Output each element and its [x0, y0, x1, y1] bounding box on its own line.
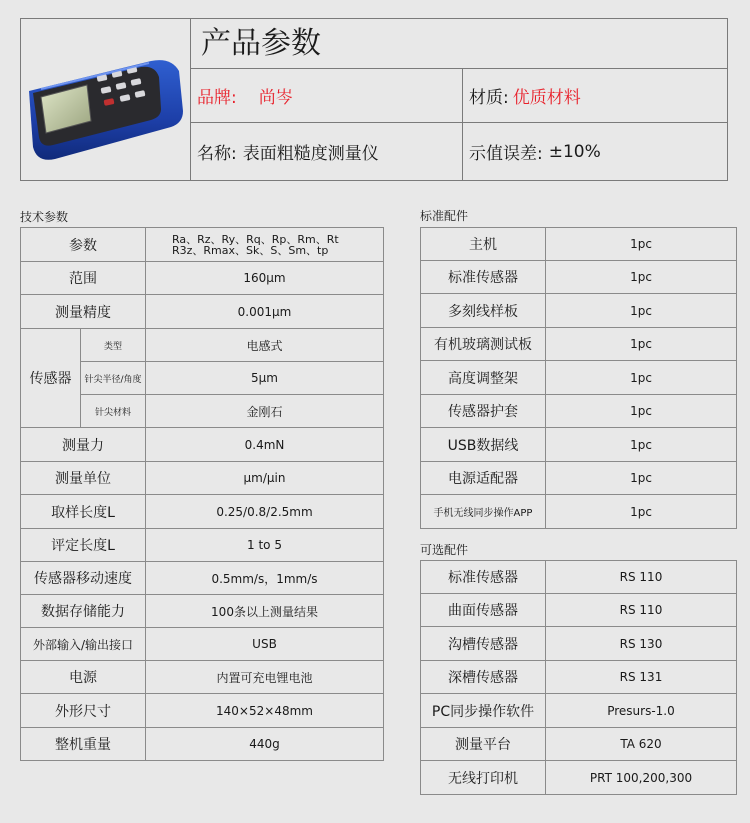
table-row [21, 628, 384, 661]
row-label: 高度调整架 [421, 361, 546, 395]
table-row [421, 561, 737, 594]
row-value: 0.25/0.8/2.5mm [146, 495, 384, 529]
row-label: 电源适配器 [421, 462, 546, 495]
table-row [421, 694, 737, 728]
row-value: 1pc [546, 261, 737, 294]
row-label: 传感器护套 [421, 395, 546, 428]
name-value: 表面粗糙度测量仪 [242, 144, 379, 164]
row-value: 0.001μm [146, 295, 384, 329]
row-label: 标准传感器 [421, 261, 546, 294]
row-label: 整机重量 [21, 728, 146, 761]
table-row [421, 594, 737, 627]
param-label: 参数 [21, 228, 146, 262]
row-value: Presurs-1.0 [546, 694, 737, 728]
row-label: USB数据线 [421, 428, 546, 462]
table-row [421, 462, 737, 495]
row-value: 1 to 5 [146, 529, 384, 562]
error-label: 示值误差: [469, 144, 543, 164]
row-value: 内置可充电锂电池 [146, 661, 384, 694]
row-value: 140×52×48mm [146, 694, 384, 728]
tech-params-title: 技术参数 [20, 210, 69, 224]
table-row [21, 262, 384, 295]
table-row [21, 661, 384, 694]
table-row [21, 495, 384, 529]
sensor-label: 传感器 [21, 329, 81, 428]
row-label: 测量平台 [421, 728, 546, 761]
error-cell [463, 123, 727, 180]
table-row [421, 228, 737, 261]
table-row [421, 328, 737, 361]
brand-value: 尚岑 [258, 88, 293, 108]
table-row [21, 295, 384, 329]
row-label: 手机无线同步操作APP [421, 495, 546, 529]
optional-title: 可选配件 [420, 543, 469, 557]
row-value: 440g [146, 728, 384, 761]
material-label: 材质: [469, 88, 509, 108]
error-value: ±10% [548, 141, 601, 162]
optional-table [420, 560, 737, 795]
row-value: 0.5mm/s，1mm/s [146, 562, 384, 595]
row-value: μm/μin [146, 462, 384, 495]
table-row [21, 462, 384, 495]
row-value: RS 110 [546, 561, 737, 594]
row-value: 1pc [546, 294, 737, 328]
row-label: 标准传感器 [421, 561, 546, 594]
sensor-sub-label: 类型 [81, 329, 146, 362]
row-value: 1pc [546, 328, 737, 361]
row-value: 1pc [546, 495, 737, 529]
table-row [21, 329, 384, 362]
row-label: 测量力 [21, 428, 146, 462]
row-label: 范围 [21, 262, 146, 295]
material-cell [463, 69, 727, 123]
param-value [146, 228, 384, 262]
row-value: 100条以上测量结果 [146, 595, 384, 628]
sensor-sub-value: 5μm [146, 362, 384, 395]
sensor-sub-value: 金刚石 [146, 395, 384, 428]
row-value: RS 130 [546, 627, 737, 661]
row-label: 深槽传感器 [421, 661, 546, 694]
row-value: PRT 100,200,300 [546, 761, 737, 795]
sensor-sub-value: 电感式 [146, 329, 384, 362]
table-row [421, 728, 737, 761]
standard-table [420, 227, 737, 529]
table-row [21, 428, 384, 462]
param-value-line2: R3z、Rmax、Sk、S、Sm、tp [172, 243, 329, 257]
row-value: 1pc [546, 462, 737, 495]
row-value: 1pc [546, 395, 737, 428]
row-label: 测量精度 [21, 295, 146, 329]
table-row [21, 694, 384, 728]
row-label: 数据存储能力 [21, 595, 146, 628]
table-row [21, 529, 384, 562]
row-label: 外形尺寸 [21, 694, 146, 728]
row-value: 1pc [546, 361, 737, 395]
row-label: 沟槽传感器 [421, 627, 546, 661]
sensor-sub-label: 针尖半径/角度 [81, 362, 146, 395]
standard-title: 标准配件 [420, 209, 469, 223]
row-value: 1pc [546, 428, 737, 462]
row-value: RS 131 [546, 661, 737, 694]
sensor-sub-label: 针尖材料 [81, 395, 146, 428]
row-value: RS 110 [546, 594, 737, 627]
product-photo [21, 19, 191, 180]
row-label: 有机玻璃测试板 [421, 328, 546, 361]
row-value: TA 620 [546, 728, 737, 761]
table-row [21, 228, 384, 262]
row-value: USB [146, 628, 384, 661]
product-header [20, 18, 728, 181]
brand-cell [191, 69, 463, 123]
param-value-line1: Ra、Rz、Ry、Rq、Rp、Rm、Rt [172, 232, 339, 246]
row-label: 无线打印机 [421, 761, 546, 795]
row-label: 评定长度L [21, 529, 146, 562]
row-label: 多刻线样板 [421, 294, 546, 328]
row-label: 测量单位 [21, 462, 146, 495]
row-value: 160μm [146, 262, 384, 295]
row-label: 取样长度L [21, 495, 146, 529]
row-label: 主机 [421, 228, 546, 261]
table-row [421, 294, 737, 328]
table-row [21, 595, 384, 628]
table-row [421, 495, 737, 529]
name-cell [191, 123, 463, 180]
table-row [421, 627, 737, 661]
roughness-tester-image [21, 19, 191, 180]
table-row [421, 395, 737, 428]
row-label: 传感器移动速度 [21, 562, 146, 595]
page-title: 产品参数 [191, 19, 727, 69]
brand-label: 品牌: [197, 88, 237, 108]
row-label: 电源 [21, 661, 146, 694]
table-row [421, 361, 737, 395]
row-value: 1pc [546, 228, 737, 261]
tech-params-table [20, 227, 384, 761]
table-row [21, 562, 384, 595]
table-row [421, 428, 737, 462]
table-row [421, 261, 737, 294]
table-row [421, 661, 737, 694]
row-label: PC同步操作软件 [421, 694, 546, 728]
row-label: 曲面传感器 [421, 594, 546, 627]
table-row [21, 728, 384, 761]
name-label: 名称: [197, 144, 237, 164]
table-row [421, 761, 737, 795]
row-value: 0.4mN [146, 428, 384, 462]
material-value: 优质材料 [512, 88, 581, 108]
row-label: 外部输入/输出接口 [21, 628, 146, 661]
